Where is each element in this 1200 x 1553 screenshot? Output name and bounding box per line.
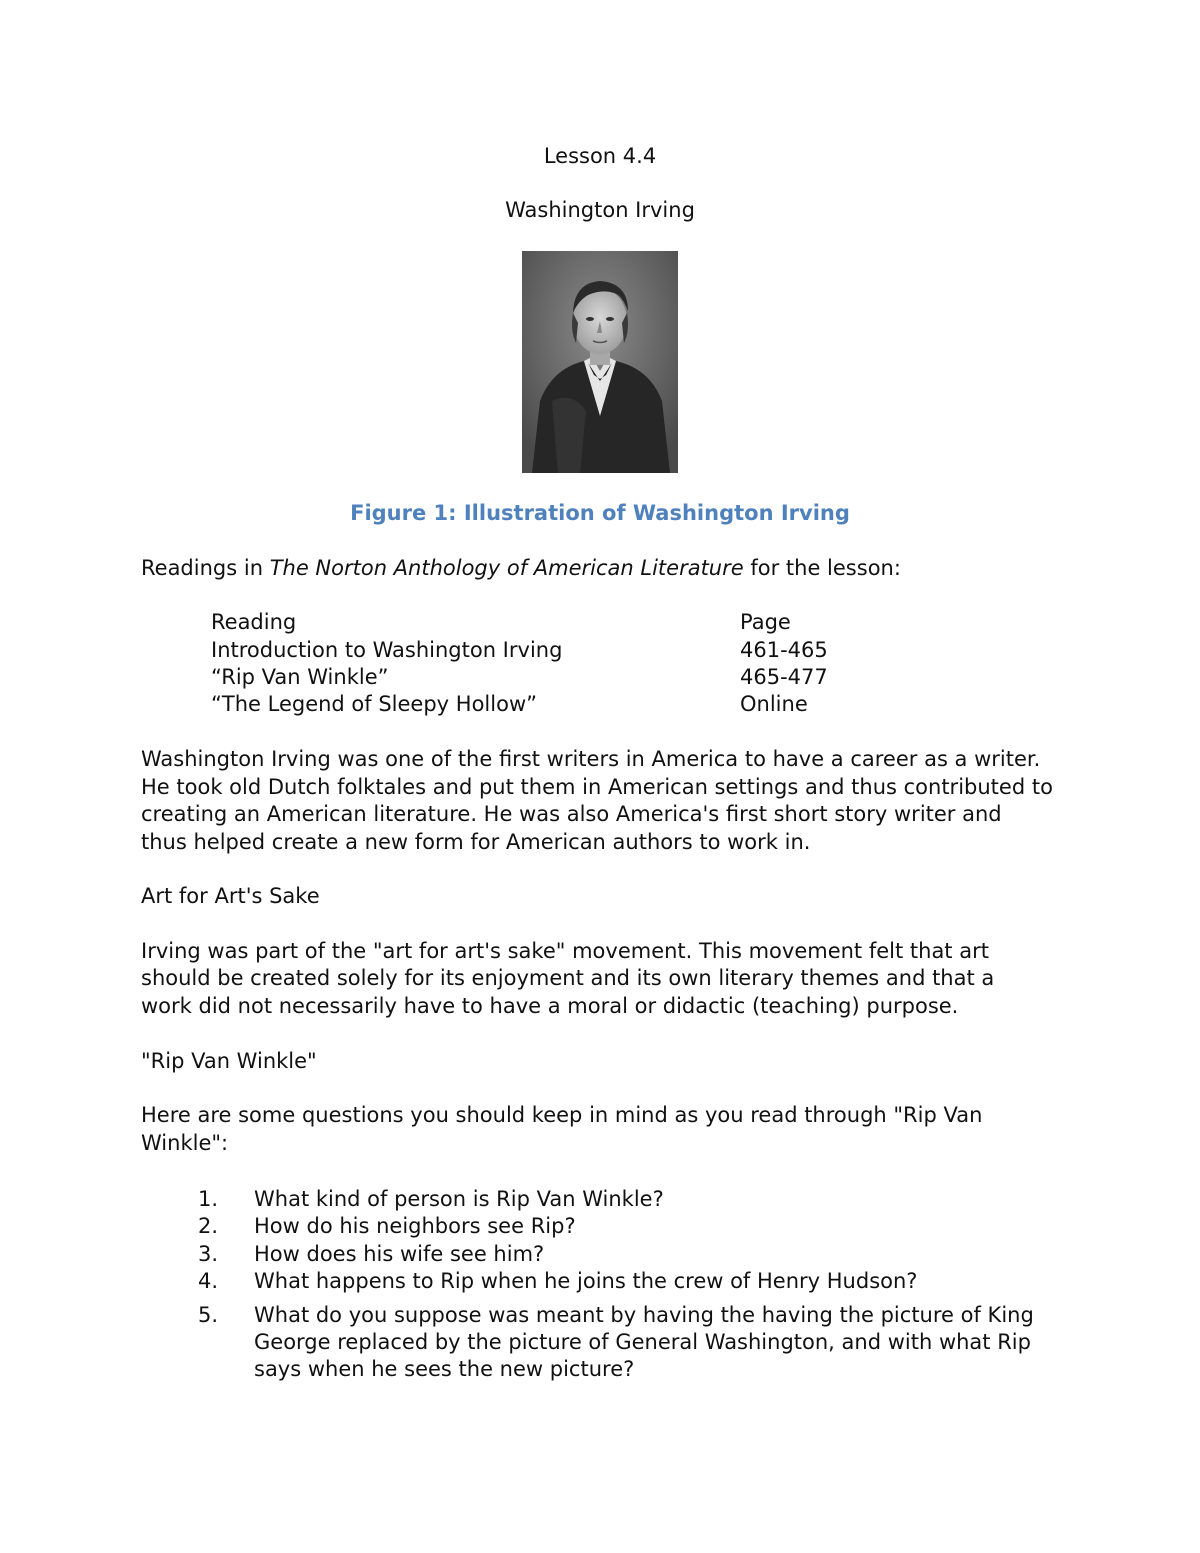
- paragraph-line: He took old Dutch folktales and put them in American settings and thus contributed to: [141, 775, 1053, 799]
- lesson-subtitle: Washington Irving: [505, 198, 695, 222]
- paragraph-line: thus helped create a new form for American authors to work in.: [141, 830, 811, 854]
- list-item: How do his neighbors see Rip?: [254, 1214, 576, 1238]
- list-item-number: 5.: [198, 1303, 219, 1327]
- list-item: What happens to Rip when he joins the crew of Henry Hudson?: [254, 1269, 918, 1293]
- section-heading-art: Art for Art's Sake: [141, 884, 320, 908]
- list-item: What do you suppose was meant by having the having the picture of King: [254, 1303, 1034, 1327]
- list-item-continuation: George replaced by the picture of General Washington, and with what Rip: [254, 1330, 1031, 1354]
- table-cell-page: 461-465: [740, 638, 828, 662]
- list-item-number: 2.: [198, 1214, 219, 1238]
- table-cell-reading: Introduction to Washington Irving: [211, 638, 563, 662]
- list-item-number: 4.: [198, 1269, 219, 1293]
- paragraph-line: work did not necessarily have to have a moral or didactic (teaching) purpose.: [141, 994, 959, 1018]
- lesson-title: Lesson 4.4: [543, 144, 657, 168]
- table-header-reading: Reading: [211, 610, 297, 634]
- paragraph-line: Irving was part of the "art for art's sake" movement. This movement felt that art: [141, 939, 989, 963]
- paragraph-line: creating an American literature. He was also America's first short story writer and: [141, 802, 1002, 826]
- list-item-continuation: says when he sees the new picture?: [254, 1357, 635, 1381]
- list-item-number: 1.: [198, 1187, 219, 1211]
- table-cell-page: 465-477: [740, 665, 828, 689]
- list-item: How does his wife see him?: [254, 1242, 545, 1266]
- table-header-page: Page: [740, 610, 791, 634]
- paragraph-line: Washington Irving was one of the first writers in America to have a career as a writer.: [141, 747, 1041, 771]
- paragraph-line: should be created solely for its enjoyment and its own literary themes and that a: [141, 966, 995, 990]
- paragraph-line: Here are some questions you should keep in mind as you read through "Rip Van: [141, 1103, 983, 1127]
- portrait-image: [522, 251, 678, 473]
- readings-intro: [141, 555, 901, 582]
- section-heading-rip: "Rip Van Winkle": [141, 1049, 317, 1073]
- book-title: The Norton Anthology of American Literature: [269, 556, 744, 580]
- list-item-number: 3.: [198, 1242, 219, 1266]
- readings-intro-before: Readings in: [141, 556, 270, 580]
- figure-caption: Figure 1: Illustration of Washington Irving: [350, 501, 850, 525]
- list-item: What kind of person is Rip Van Winkle?: [254, 1187, 664, 1211]
- readings-intro-after: for the lesson:: [743, 556, 901, 580]
- paragraph-line: Winkle":: [141, 1131, 229, 1155]
- portrait-illustration: [522, 251, 678, 473]
- table-cell-page: Online: [740, 692, 808, 716]
- table-cell-reading: “The Legend of Sleepy Hollow”: [211, 692, 537, 716]
- table-cell-reading: “Rip Van Winkle”: [211, 665, 389, 689]
